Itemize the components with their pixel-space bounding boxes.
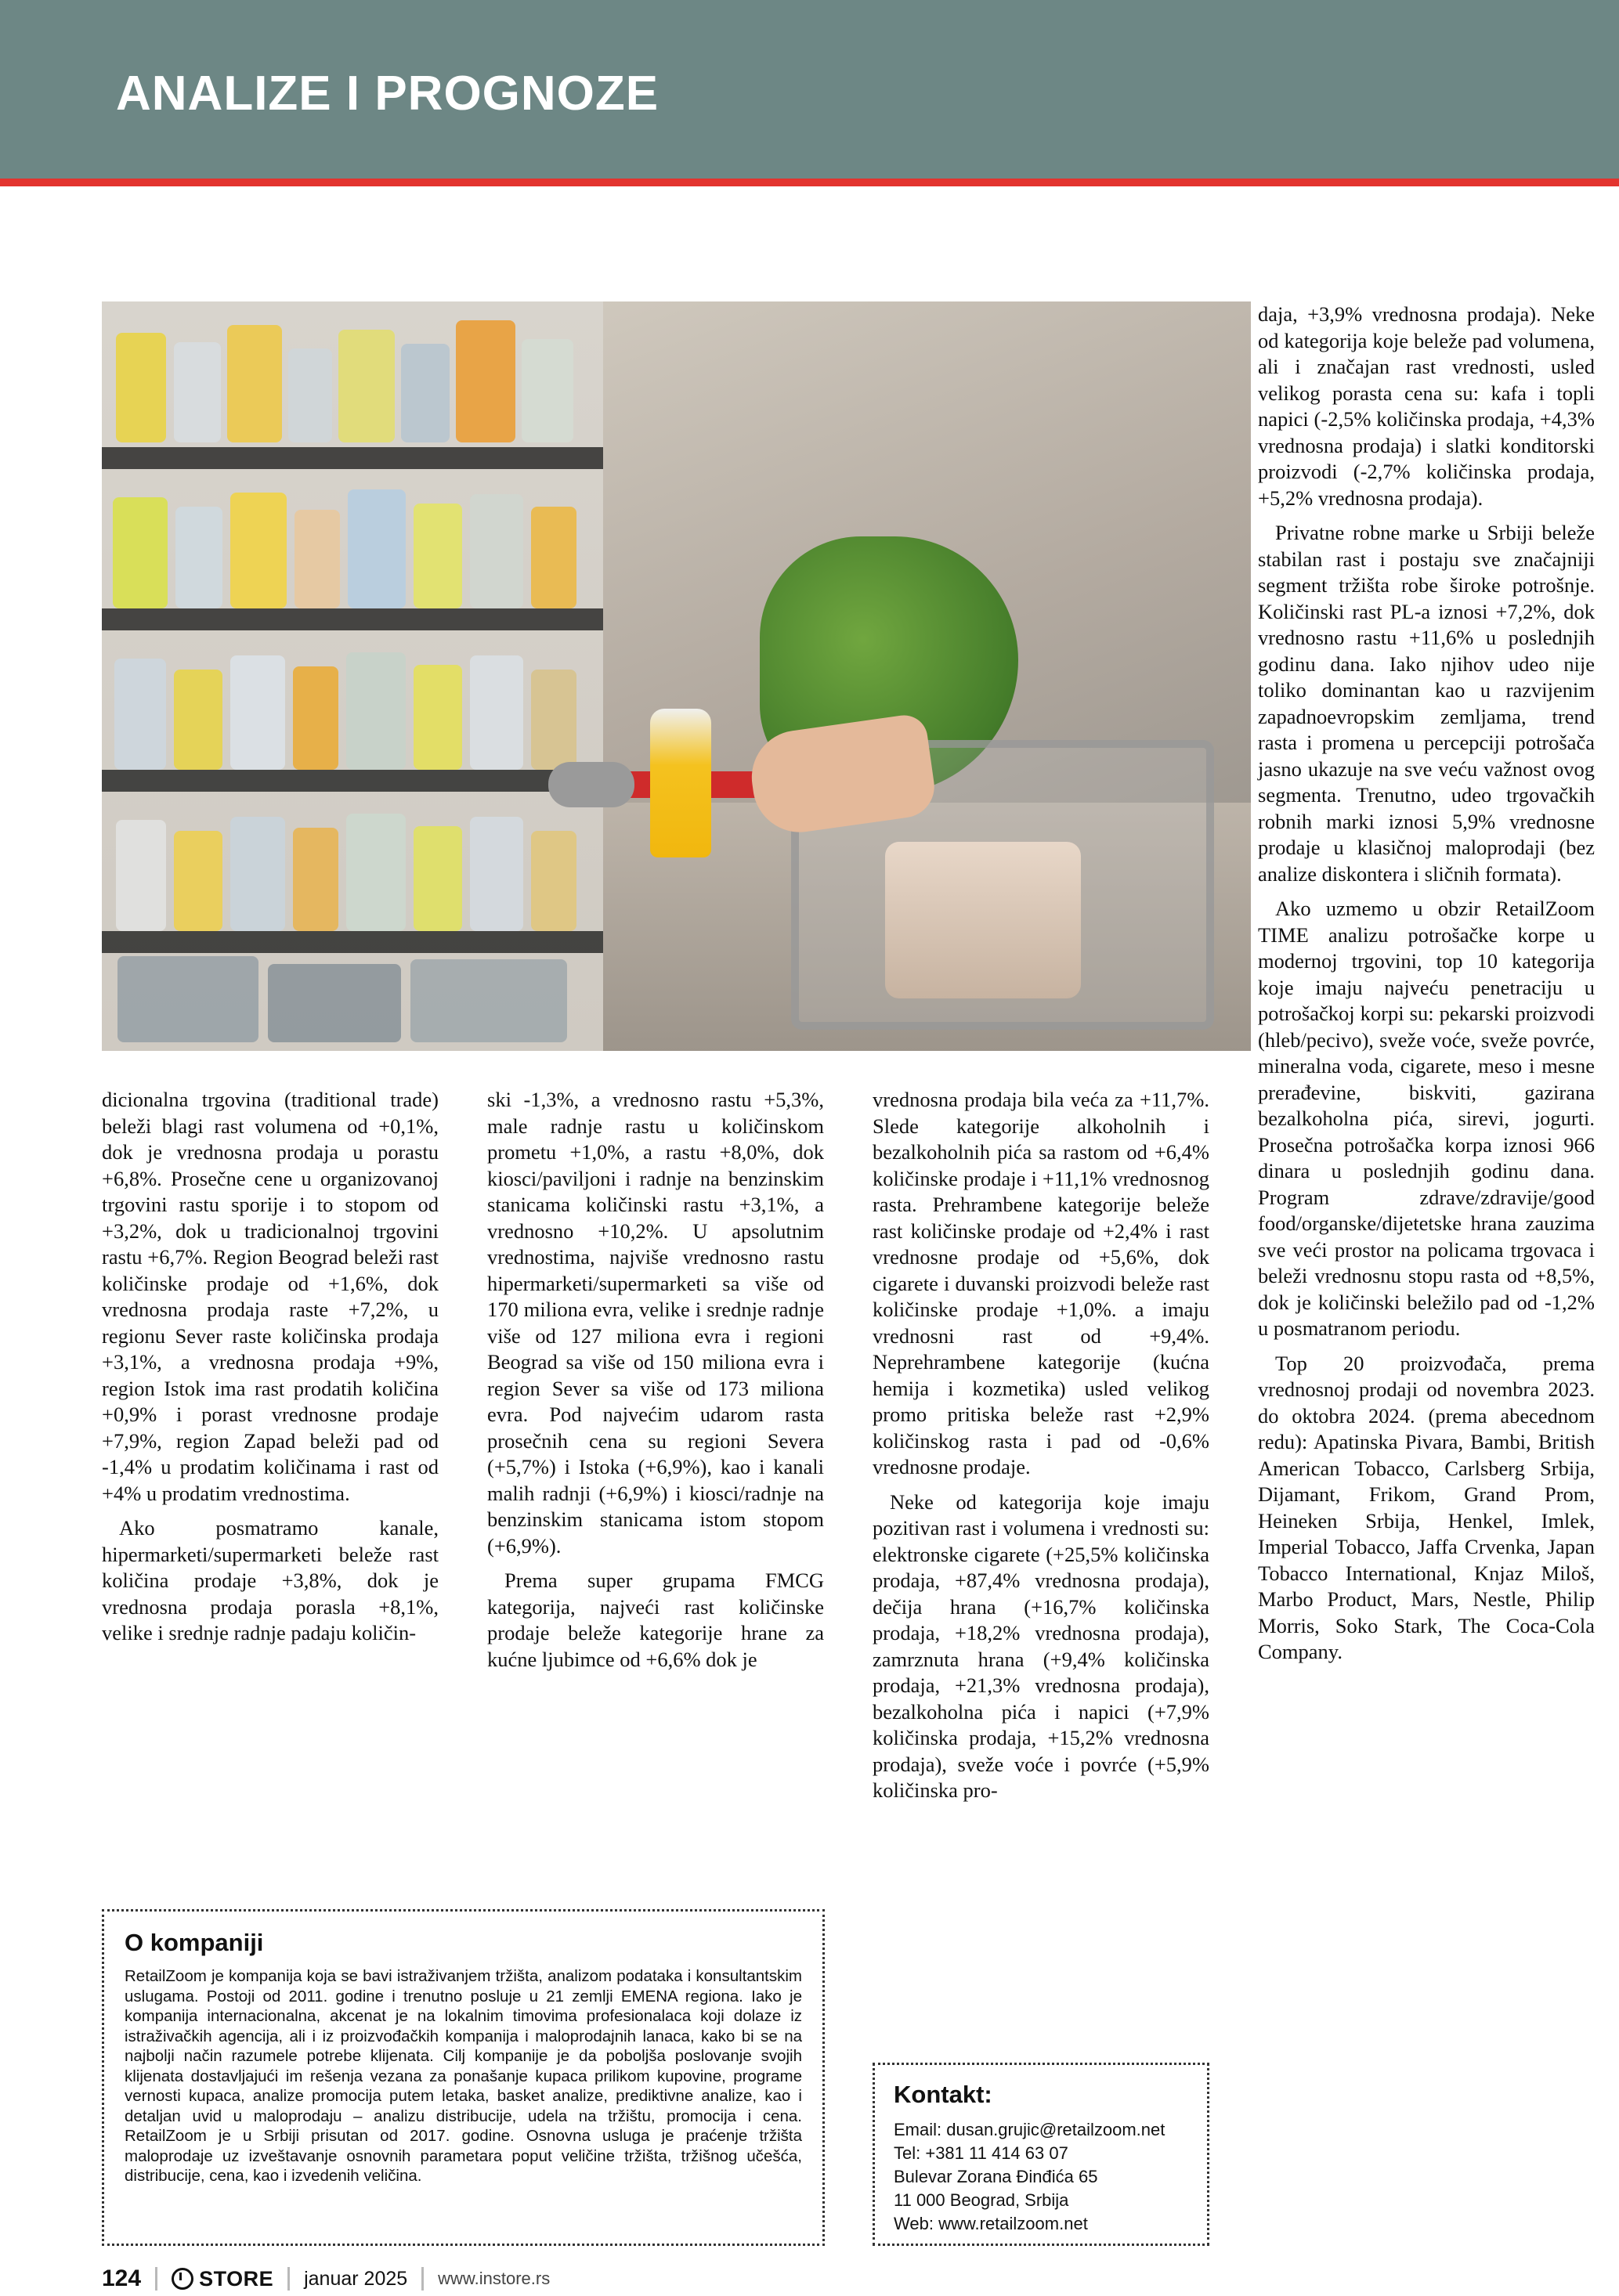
paragraph: daja, +3,9% vrednosna prodaja). Neke od kategorija koje beleže pad volumena, ali i značajan rast vrednosti, usled velikog porasta cena su: kafa i topli napici (-2,5% količinska prodaja, +4,3% vrednosna prodaja) i slatki konditorski proizvodi (-2,7% količinska prodaja, +5,2% vrednosna prodaja). — [1258, 302, 1595, 510]
article-column-1 — [102, 1087, 439, 1647]
shelf-product — [414, 504, 462, 608]
clock-icon — [172, 2268, 193, 2290]
shelf-product — [113, 497, 168, 608]
photo-bottle — [650, 709, 711, 857]
contact-phone[interactable]: Tel: +381 11 414 63 07 — [894, 2143, 1068, 2163]
footer-divider — [287, 2267, 290, 2291]
paragraph: Top 20 proizvođača, prema vrednosnoj prodaji od novembra 2023. do oktobra 2024. (prema abecednom redu): Apatinska Pivara, Bambi, British American Tobacco, Carlsberg Srbija, Dijamant, Frikom, Grand Prom, Heineken Srbija, Henkel, Imlek, Imperial Tobacco, Jaffa Crvenka, Japan Tobacco International, Knjaz Miloš, Marbo Product, Mars, Nestle, Philip Morris, Soko Stark, The Coca-Cola Company. — [1258, 1351, 1595, 1663]
shelf-product — [174, 342, 221, 442]
article-column-4 — [1258, 301, 1595, 1666]
paragraph: Neke od kategorija koje imaju pozitivan rast i volumena i vrednosti su: elektronske cigarete (+25,5% količinska prodaja, +87,4% vrednosna prodaja), dečija hrana (+16,7% količinska prodaja, +18,2% vrednosna prodaja), zamrznuta hrana (+9,4% količinska prodaja, +21,3% vrednosna prodaja), bezalkoholna pića i napici (+7,9% količinska prodaja, +15,2% vrednosna prodaja), sveže voće i povrće (+5,9% količinska pro- — [873, 1489, 1209, 1802]
page-title: ANALIZE I PROGNOZE — [116, 67, 660, 121]
shelf-product — [230, 493, 287, 608]
shelf-product — [116, 820, 166, 931]
shelf-band — [102, 770, 603, 792]
shelf-product — [117, 956, 258, 1042]
paragraph: dicionalna trgovina (traditional trade) beleži blagi rast volumena od +0,1%, dok je vrednosna prodaja u porastu +6,8%. Prosečne cene u organizovanoj trgovini rastu sporije i to stopom od +3,2%, dok u tradicionalnoj trgovini rastu +6,7%. Region Beograd beleži rast količinske prodaje od +1,6%, dok vrednosna prodaja raste +7,2%, u regionu Sever raste količinska prodaja +3,1%, a vrednosna prodaja +9%, region Istok ima rast prodatih količina +0,9% i porast vrednosne prodaje +7,9%, region Zapad beleži pad od -1,4% u prodatim količinama i rast od +4% u prodatim vrednostima. — [102, 1088, 439, 1505]
shelf-band — [102, 608, 603, 630]
about-company-box — [102, 1909, 825, 2246]
paragraph: Prema super grupama FMCG kategorija, najveći rast količinske prodaje beleže kategorije hrane za kućne ljubimce od +6,6% dok je — [487, 1569, 824, 1671]
footer-page-number: 124 — [102, 2265, 142, 2291]
contact-street: Bulevar Zorana Đinđića 65 — [894, 2167, 1098, 2186]
shelf-product — [401, 344, 450, 442]
shelf-product — [293, 828, 338, 931]
paragraph: vrednosna prodaja bila veća za +11,7%. Slede kategorije alkoholnih i bezalkoholnih pića sa rastom od +6,4% količinske prodaje i +11,1% vrednosnog rasta. Prehrambene kategorije beleže rast količinske prodaje od +2,4% i rast vrednosne prodaje od +5,6%, dok cigarete i duvanski proizvodi beleže rast količinske prodaje +1,0%. a imaju vrednosni rast od +9,4%. Neprehrambene kategorije (kućna hemija i kozmetika) usled velikog promo pritiska beleže rast +2,9% količinskog rasta i pad od -0,6% vrednosne prodaje. — [873, 1088, 1209, 1478]
shelf-product — [116, 333, 166, 442]
footer-issue-date: januar 2025 — [304, 2267, 408, 2290]
shelf-product — [338, 330, 395, 442]
footer-magazine-logo — [172, 2267, 273, 2291]
shelf-product — [522, 339, 573, 442]
shelf-product — [346, 814, 406, 931]
shelf-product — [531, 507, 576, 608]
shelf-product — [414, 826, 462, 931]
article-column-3 — [873, 1087, 1209, 1804]
article-photo — [102, 301, 1251, 1051]
shelf-product — [288, 348, 332, 442]
contact-email[interactable]: Email: dusan.grujic@retailzoom.net — [894, 2120, 1165, 2139]
paragraph: Privatne robne marke u Srbiji beleže stabilan rast i postaju sve značajniji segment tržišta robe široke potrošnje. Količinski rast PL-a iznosi +7,2%, dok vrednosno rastu +11,6% u poslednjih godinu dana. Iako njihov udeo nije toliko dominantan kao u razvijenim zapadnoevropskim zemljama, trend rasta i promena u percepciji potrošača jasno ukazuje na sve veću važnost ovog segmenta. Trenutno, udeo trgovačkih robnih marki iznosi 5,9% vrednosne prodaje u klasičnoj maloprodaji (bez analize diskontera i sličnih formata). — [1258, 521, 1595, 886]
shelf-product — [293, 666, 338, 770]
shelf-product — [531, 831, 576, 931]
footer-divider — [155, 2267, 157, 2291]
shelf-product — [268, 964, 401, 1042]
shelf-band — [102, 447, 603, 469]
photo-grocery-bag — [885, 842, 1081, 998]
shelf-product — [114, 659, 166, 770]
shelf-product — [470, 817, 523, 931]
shelf-product — [410, 959, 567, 1042]
page-footer — [102, 2262, 1512, 2296]
shelf-product — [414, 665, 462, 770]
shelf-product — [227, 325, 282, 442]
shelf-product — [295, 510, 340, 608]
photo-shelf-left — [102, 301, 603, 1051]
shelf-product — [531, 670, 576, 770]
about-company-body: RetailZoom je kompanija koja se bavi istraživanjem tržišta, analizom podataka i konsultantskim uslugama. Postoji od 2011. godine i trenutno posluje u 21 zemlji EMENA regiona. Iako je kompanija internacionalna, akcenat je na lokalnim timovima profesionalaca koji dolaze iz istraživačkih agencija, ali i iz proizvođačkih kompanija i maloprodajnih lanaca, kako bi se na najbolji način razumele potrebe klijenata. Cilj kompanije je da poboljša poslovanje svojih klijenata dostavljajući im rešenja vezana za ponašanje kupaca prilikom kupovine, programe vernosti kupaca, analize promocija putem letaka, basket analize, prediktivne analize, kao i detaljan uvid u maloprodaju – analizu distribucije, udela na tržištu, promocija i cena. RetailZoom je u Srbiji prisutan od 2017. godine. Osnovna usluga je praćenje tržišta maloprodaje uz izveštavanje osnovnih parametara poput veličine tržišta, tržišnog učešća, distribucije, cena, kao i izvedenih veličina. — [125, 1967, 802, 2185]
photo-cart-grip — [548, 762, 634, 807]
footer-website[interactable]: www.instore.rs — [438, 2269, 551, 2288]
shelf-product — [346, 652, 406, 770]
shelf-product — [470, 655, 523, 770]
shelf-product — [174, 831, 222, 931]
shelf-product — [230, 817, 285, 931]
header-accent-rule — [0, 179, 1619, 186]
shelf-product — [348, 489, 406, 608]
contact-title: Kontakt: — [894, 2081, 992, 2108]
contact-box — [873, 2063, 1209, 2246]
paragraph: Ako uzmemo u obzir RetailZoom TIME analizu potrošačke korpe u modernoj trgovini, top 10 kategorija koje imaju najveću penetraciju u potrošačkoj korpi su: pekarski proizvodi (hleb/pecivo), sveže voće, sveže povrće, mineralna voda, cigarete, meso i mesne prerađevine, biskviti, gazirana bezalkoholna pića, sirevi, jogurti. Prosečna potrošačka korpa iznosi 966 dinara u poslednjih godinu dana. Program zdrave/zdravije/good food/organske/dijetetske hrana zauzima sve veći prostor na policama trgovaca i beleži vrednosnu stopu rasta od +8,5%, dok je količinski beležilo pad od -1,2% u posmatranom periodu. — [1258, 897, 1595, 1340]
shelf-product — [456, 320, 515, 442]
about-company-title: O kompaniji — [125, 1929, 264, 1956]
paragraph: ski -1,3%, a vrednosno rastu +5,3%, male radnje rastu u količinskom prometu +1,0%, a rastu +8,0%, dok kiosci/paviljoni i radnje na benzinskim stanicama količinski rastu +3,1%, a vrednosno +10,2%. U apsolutnim vrednostima, najviše vrednosno rastu hipermarketi/supermarketi sa više od 170 miliona evra, velike i srednje radnje više od 127 miliona evra i regioni Beograd sa više od 150 miliona evra i region Sever sa više od 173 miliona evra. Pod najvećim udarom rasta prosečnih cena su regioni Severa (+5,7%) i Istoka (+6,9%), kao i kanali malih radnji (+6,9%) i kiosci/radnje na benzinskim stanicama istom stopom (+6,9%). — [487, 1088, 824, 1558]
contact-city: 11 000 Beograd, Srbija — [894, 2190, 1069, 2210]
article-column-2 — [487, 1087, 824, 1673]
shelf-product — [470, 494, 523, 608]
paragraph: Ako posmatramo kanale, hipermarketi/supermarketi beleže rast količina prodaje +3,8%, dok je vrednosna prodaja porasla +8,1%, velike i srednje radnje padaju količin- — [102, 1516, 439, 1644]
contact-website[interactable]: Web: www.retailzoom.net — [894, 2214, 1088, 2233]
footer-logo-text: STORE — [199, 2266, 274, 2291]
shelf-product — [174, 670, 222, 770]
shelf-band — [102, 931, 603, 953]
shelf-product — [175, 507, 222, 608]
page-header-band — [0, 0, 1619, 179]
shelf-product — [230, 655, 285, 770]
footer-divider — [421, 2267, 424, 2291]
